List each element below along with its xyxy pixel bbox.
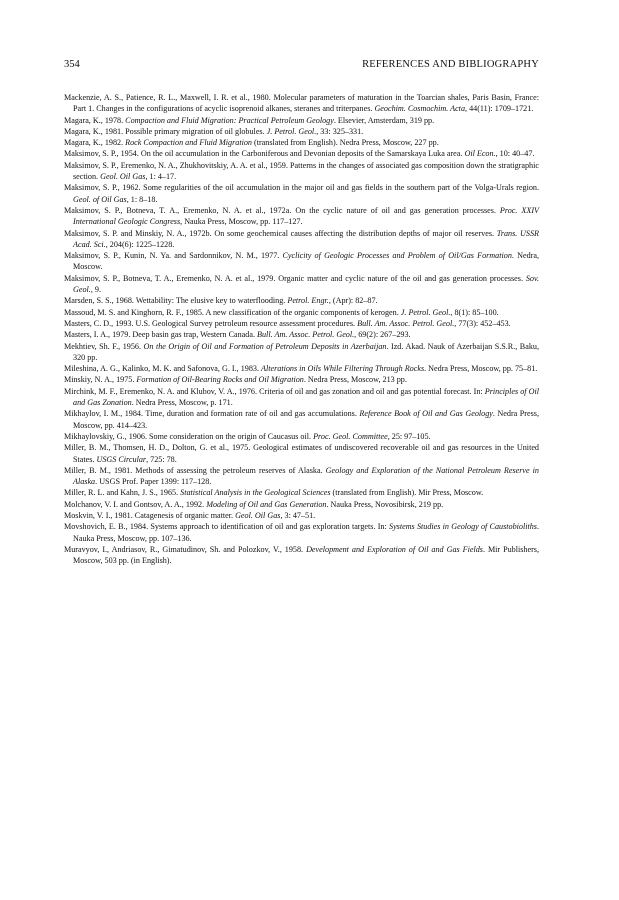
reference-entry [64, 137, 539, 148]
reference-source-title: Systems Studies in Geology of Caustobioliths [389, 522, 537, 532]
reference-text: Maksimov, S. P., Botneva, T. A., Eremenko, N. A. et al., 1972a. On the cyclic nature of oil and gas generation processes. [64, 205, 500, 215]
reference-text: Minskiy, N. A., 1975. [64, 375, 137, 385]
reference-text: , 69(2): 267–293. [354, 330, 411, 340]
reference-source-title: Development and Exploration of Oil and Gas Fields [306, 544, 483, 554]
reference-entry [64, 363, 539, 374]
reference-source-title: Rock Compaction and Fluid Migration [125, 138, 252, 148]
reference-text: Mackenzie, A. S., Patience, R. L., Maxwell, I. R. et al., 1980. Molecular parameters of maturation in the Toarcian shales, Paris Basin, France: Part 1. Changes in the configurations of acyclic isoprenoid alkanes, steranes and triterpanes. [64, 93, 539, 114]
reference-text: Movshovich, E. B., 1984. Systems approach to identification of oil and gas exploration targets. In: [64, 522, 389, 532]
reference-source-title: Statistical Analysis in the Geological Sciences [180, 488, 331, 498]
reference-source-title: J. Petrol. Geol. [266, 126, 317, 136]
reference-text: , 33: 325–331. [316, 126, 364, 136]
reference-text: Miller, B. M., Thomsen, H. D., Dolton, G. et al., 1975. Geological estimates of undiscovered recoverable oil and gas resources in the United States. [64, 443, 539, 464]
reference-entry [64, 115, 539, 126]
reference-text: Marsden, S. S., 1968. Wettability: The elusive key to waterflooding. [64, 296, 288, 306]
reference-source-title: Formation of Oil-Bearing Rocks and Oil Migration [136, 375, 304, 385]
reference-source-title: Bull. Am. Assoc. Petrol. Geol. [257, 330, 355, 340]
reference-text: Masters, I. A., 1979. Deep basin gas trap, Western Canada. [64, 330, 258, 340]
reference-entry [64, 228, 539, 251]
reference-source-title: Geol. of Oil Gas [73, 194, 127, 204]
reference-text: , 8(1): 85–100. [450, 307, 499, 317]
reference-entry [64, 250, 539, 273]
reference-source-title: On the Origin of Oil and Formation of Petroleum Deposits in Azerbaijan [143, 341, 387, 351]
reference-text: , Nauka Press, Moscow, pp. 117–127. [180, 217, 303, 227]
reference-entry [64, 126, 539, 137]
reference-source-title: Reference Book of Oil and Gas Geology [359, 409, 493, 419]
reference-text: Mirchink, M. F., Eremenko, N. A. and Klubov, V. A., 1976. Criteria of oil and gas zonation and oil and gas potential forecast. In: [64, 386, 485, 396]
reference-text: . Nedra Press, Moscow, pp. 414–423. [73, 409, 539, 430]
reference-text: Maksimov, S. P., 1962. Some regularities of the oil accumulation in the major oil and gas fields in the southern part of the Volga-Urals region. [64, 183, 539, 193]
reference-text: . Elsevier, Amsterdam, 319 pp. [333, 115, 435, 125]
reference-entry [64, 544, 539, 567]
reference-entry [64, 521, 539, 544]
reference-text: Mikhaylovskiy, G., 1906. Some consideration on the origin of Caucasus oil. [64, 431, 314, 441]
reference-text: Masters, C. D., 1993. U.S. Geological Survey petroleum resource assessment procedures. [64, 318, 358, 328]
reference-text: Mekhtiev, Sh. F., 1956. [64, 341, 144, 351]
reference-entry [64, 92, 539, 115]
reference-source-title: Sov. Geol. [73, 273, 539, 295]
reference-text: . Nauka Press, Moscow, pp. 107–136. [73, 522, 539, 543]
reference-text: Maksimov, S. P., Botneva, T. A., Eremenko, N. A. et al., 1979. Organic matter and cyclic nature of the oil and gas generation processes. [64, 273, 526, 283]
reference-entry [64, 510, 539, 521]
reference-source-title: Oil Econ. [464, 149, 496, 159]
reference-source-title: Proc. XXIV International Geologic Congress [73, 205, 539, 227]
reference-source-title: Geochim. Cosmochim. Acta [374, 104, 466, 114]
reference-source-title: Alterations in Oils While Filtering Through Rocks [261, 364, 425, 374]
reference-text: Moskvin, V. I., 1981. Catagenesis of organic matter. [64, 510, 236, 520]
reference-source-title: Petrol. Engr. [287, 296, 329, 306]
reference-text: , 9. [90, 285, 101, 295]
reference-entry [64, 273, 539, 296]
reference-source-title: J. Petrol. Geol. [400, 307, 451, 317]
reference-text: . Nedra Press, Moscow, 213 pp. [303, 375, 407, 385]
reference-source-title: USGS Circular [96, 454, 147, 464]
reference-text: (translated from English). Nedra Press, Moscow, 227 pp. [251, 138, 439, 148]
reference-text: . USGS Prof. Paper 1399: 117–128. [95, 477, 212, 487]
reference-entry [64, 318, 539, 329]
reference-entry [64, 307, 539, 318]
reference-text: Maksimov, S. P., 1954. On the oil accumulation in the Carboniferous and Devonian deposits of the Samarskaya Luka area. [64, 149, 465, 159]
reference-text: Maksimov, S. P. and Minskiy, N. A., 1972b. On some geochemical causes affecting the distribution depths of major oil reserves. [64, 228, 497, 238]
reference-entry [64, 374, 539, 385]
reference-text: Muravyov, I., Andriasov, R., Gimatudinov, Sh. and Polozkov, V., 1958. [64, 544, 307, 554]
reference-source-title: Bull. Am. Assoc. Petrol. Geol. [357, 318, 455, 328]
reference-text: Molchanov, V. I. and Gontsov, A. A., 1992. [64, 499, 207, 509]
reference-text: , 1: 4–17. [145, 172, 177, 182]
reference-entry [64, 499, 539, 510]
reference-entry [64, 148, 539, 159]
reference-entry [64, 442, 539, 465]
reference-text: Magara, K., 1982. [64, 138, 126, 148]
reference-text: , 725: 78. [146, 454, 177, 464]
page-number: 354 [64, 59, 80, 70]
reference-text: Maksimov, S. P., Eremenko, N. A., Zhukhovitskiy, A. A. et al., 1959. Patterns in the changes of associated gas composition down the stratigraphic section. [64, 160, 539, 182]
reference-text: , 44(11): 1709–1721. [465, 104, 534, 114]
running-head: REFERENCES AND BIBLIOGRAPHY [362, 59, 539, 70]
reference-text: . Nauka Press, Novosibirsk, 219 pp. [326, 499, 444, 509]
reference-source-title: Cyclicity of Geologic Processes and Problem of Oil/Gas Formation [282, 251, 512, 261]
reference-entry [64, 295, 539, 306]
reference-source-title: Trans. USSR Acad. Sci. [73, 228, 539, 249]
reference-source-title: Geol. Oil Gas [235, 510, 281, 520]
reference-text: Mileshina, A. G., Kalinko, M. K. and Safonova, G. I., 1983. [64, 364, 262, 374]
reference-text: . Izd. Akad. Nauk of Azerbaijan S.S.R., Baku, 320 pp. [73, 341, 539, 362]
reference-list [64, 92, 539, 566]
reference-text: , 25: 97–105. [387, 431, 431, 441]
reference-text: , 3: 47–51. [280, 510, 316, 520]
reference-text: , 204(6): 1225–1228. [105, 239, 175, 249]
reference-entry [64, 408, 539, 431]
reference-entry [64, 431, 539, 442]
reference-text: Magara, K., 1981. Possible primary migration of oil globules. [64, 126, 267, 136]
reference-text: . Nedra Press, Moscow, pp. 75–81. [424, 364, 538, 374]
reference-text: Miller, B. M., 1981. Methods of assessing the petroleum reserves of Alaska. [64, 465, 326, 475]
reference-text: Massoud, M. S. and Kinghorn, R. F., 1985. A new classification of the organic components of kerogen. [64, 307, 401, 317]
reference-entry [64, 386, 539, 409]
reference-source-title: Geol. Oil Gas [100, 172, 146, 182]
reference-entry [64, 341, 539, 364]
reference-source-title: Proc. Geol. Committee [313, 431, 388, 441]
reference-entry [64, 182, 539, 205]
page-header [64, 58, 539, 72]
reference-source-title: Geology and Exploration of the National Petroleum Reserve in Alaska [73, 465, 539, 487]
reference-text: Maksimov, S. P., Kunin, N. Ya. and Sardonnikov, N. M., 1977. [64, 251, 283, 261]
reference-entry [64, 160, 539, 183]
reference-entry [64, 487, 539, 498]
reference-text: Mikhaylov, I. M., 1984. Time, duration and formation rate of oil and gas accumulations. [64, 409, 360, 419]
reference-text: . Nedra Press, Moscow, p. 171. [131, 398, 233, 408]
reference-source-title: Modeling of Oil and Gas Generation [206, 499, 327, 509]
reference-entry [64, 205, 539, 228]
reference-text: , 10: 40–47. [495, 149, 535, 159]
reference-text: (translated from English). Mir Press, Moscow. [330, 488, 484, 498]
reference-text: . Mir Publishers, Moscow, 503 pp. (in English). [73, 544, 539, 566]
reference-text: Magara, K., 1978. [64, 115, 126, 125]
reference-source-title: Principles of Oil and Gas Zonation [73, 386, 539, 408]
reference-text: . Nedra, Moscow. [73, 251, 539, 272]
reference-source-title: Compaction and Fluid Migration: Practical Petroleum Geology [125, 115, 334, 125]
reference-entry [64, 465, 539, 488]
reference-text: , (Apr): 82–87. [328, 296, 378, 306]
reference-entry [64, 329, 539, 340]
reference-text: , 77(3): 452–453. [454, 318, 511, 328]
reference-text: Miller, R. L. and Kahn, J. S., 1965. [64, 488, 181, 498]
reference-text: , 1: 8–18. [126, 194, 158, 204]
